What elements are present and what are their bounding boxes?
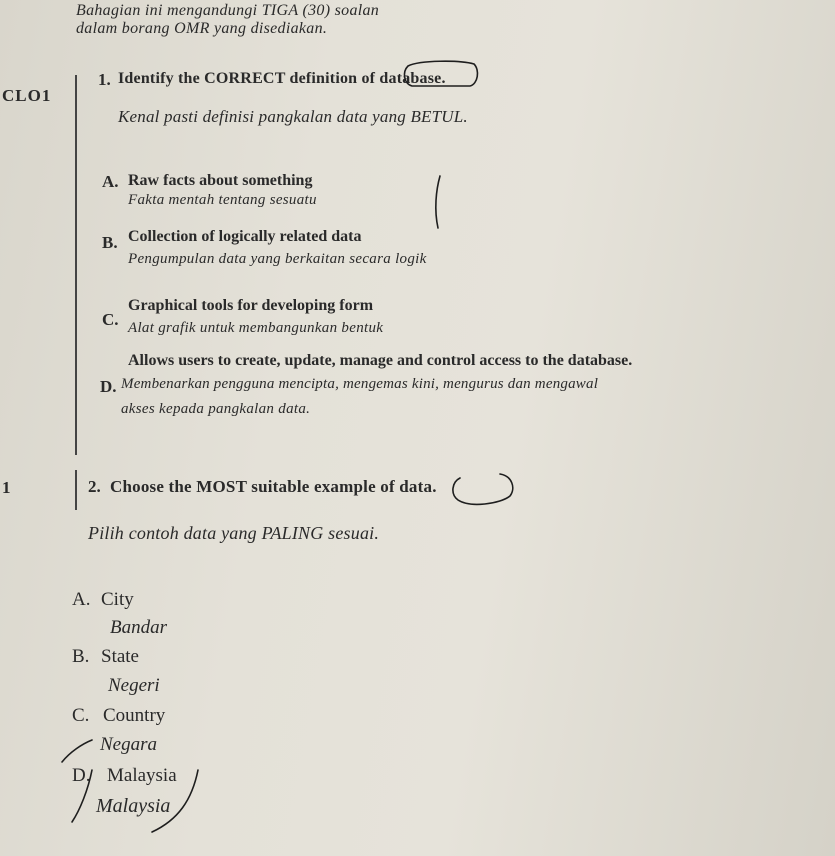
option-text-en: Raw facts about something — [128, 172, 313, 189]
option-text-en: Graphical tools for developing form — [128, 297, 374, 314]
question-number-1: 1. — [98, 70, 111, 89]
option-letter: A. — [72, 589, 91, 610]
option-letter: C. — [72, 705, 90, 726]
question-2-text-en: Choose the MOST suitable example of data. — [110, 477, 437, 496]
option-letter: B. — [102, 233, 118, 252]
cross-mark-c — [62, 740, 92, 762]
option-text-ms: Negara — [100, 734, 157, 755]
question-1-text-en: Identify the CORRECT definition of database. — [118, 70, 446, 87]
option-text-ms: Alat grafik untuk membangunkan bentuk — [128, 320, 384, 336]
margin-divider-1 — [75, 75, 77, 455]
option-text-en: City — [101, 589, 134, 610]
option-text-ms: Bandar — [110, 617, 167, 638]
header-line-1: Bahagian ini mengandungi TIGA (30) soalan — [76, 2, 380, 19]
option-letter: C. — [102, 310, 119, 329]
option-text-ms-continued: akses kepada pangkalan data. — [121, 401, 311, 417]
option-text-ms: Pengumpulan data yang berkaitan secara logik — [128, 251, 427, 267]
clo-label-q2: 1 — [2, 478, 11, 497]
option-text-ms: Membenarkan pengguna mencipta, mengemas kini, mengurus dan mengawal — [121, 376, 599, 392]
option-letter: D. — [100, 377, 117, 396]
header-line-2: dalam borang OMR yang disediakan. — [76, 20, 328, 37]
option-text-ms: Fakta mentah tentang sesuatu — [128, 192, 317, 208]
option-letter: D. — [72, 765, 91, 786]
option-text-en: Country — [103, 705, 166, 726]
option-text-en: Malaysia — [107, 765, 177, 786]
option-letter: A. — [102, 172, 119, 191]
option-text-en: Collection of logically related data — [128, 228, 362, 245]
option-text-en: Allows users to create, update, manage and control access to the database. — [128, 352, 633, 369]
circle-mark-data — [453, 474, 513, 504]
margin-divider-2 — [75, 470, 77, 510]
check-curve-mark — [436, 176, 440, 228]
question-1-text-ms: Kenal pasti definisi pangkalan data yang BETUL. — [118, 107, 468, 126]
option-text-en: State — [101, 646, 139, 667]
clo-label-q1: CLO1 — [2, 86, 52, 105]
option-text-ms: Negeri — [108, 675, 160, 696]
question-2-text-ms: Pilih contoh data yang PALING sesuai. — [88, 523, 380, 543]
option-letter: B. — [72, 646, 90, 667]
option-text-ms: Malaysia — [96, 795, 171, 817]
question-number-2: 2. — [88, 477, 101, 496]
